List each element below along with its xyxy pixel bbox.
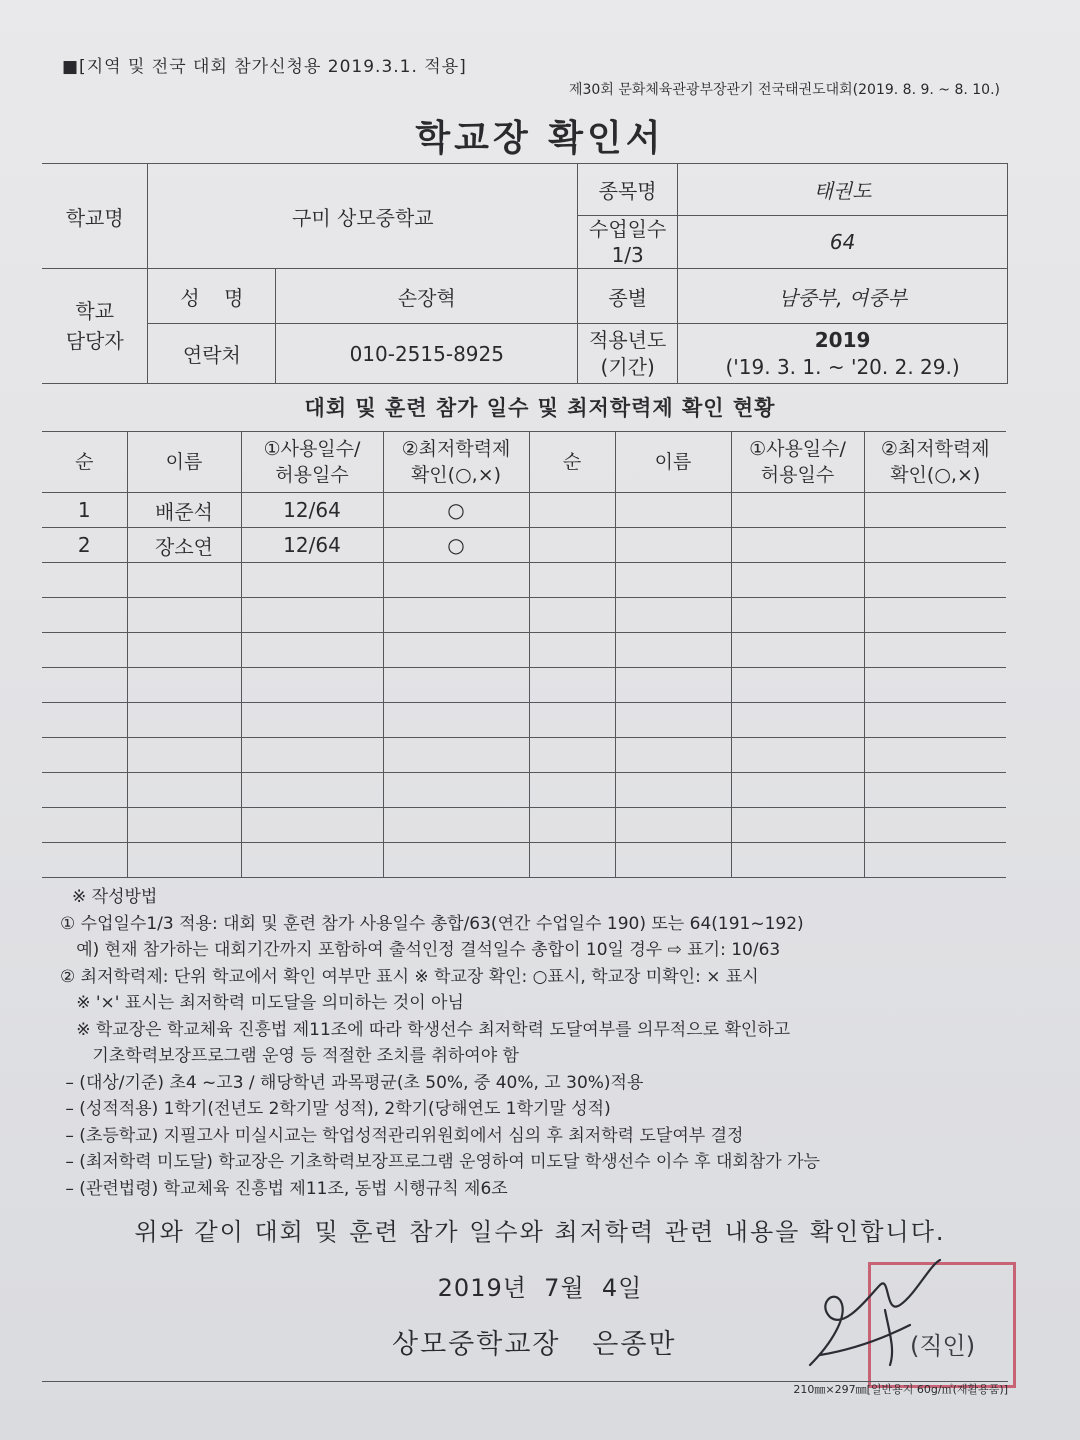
note-line: – (성적적용) 1학기(전년도 2학기말 성적), 2학기(당해연도 1학기말 성적) [60,1099,611,1119]
note-line: – (초등학교) 지필고사 미실시교는 학업성적관리위원회에서 심의 후 최저학력 도달여부 결정 [60,1125,744,1146]
header-days-line2: 허용일수 [760,464,835,486]
empty-cell [42,843,127,878]
manager-name-value: 손장혁 [276,269,578,324]
empty-cell [383,808,529,843]
empty-cell [241,808,383,843]
empty-cell [241,598,383,633]
empty-cell [127,843,241,878]
empty-cell [731,703,864,738]
empty-cell [241,773,383,808]
empty-cell [731,773,864,808]
header-name-left: 이름 [127,432,241,493]
empty-cell [529,598,615,633]
school-name-value: 구미 상모중학교 [148,164,578,269]
empty-cell [383,703,529,738]
empty-cell [529,528,615,563]
empty-cell [864,598,1006,633]
year-value: 2019 [814,327,871,352]
empty-cell [529,633,615,668]
empty-cell [127,703,241,738]
empty-rows [42,563,1006,878]
header-days-line2: 허용일수 [275,464,349,486]
class-days-label-main: 수업일수 [589,217,667,241]
header-check-right [864,432,1006,493]
empty-cell [127,563,241,598]
empty-cell [615,633,731,668]
empty-cell [615,668,731,703]
table-row [42,493,1006,528]
notes-heading: ※ 작성방법 [72,887,158,907]
contact-label: 연락처 [148,324,276,384]
manager-label [42,269,148,384]
row-name: 장소연 [127,528,241,563]
empty-cell [383,843,529,878]
seal-label: (직인) [910,1332,976,1360]
empty-row [42,633,1006,668]
participation-table [42,431,1006,878]
empty-cell [864,843,1006,878]
empty-cell [864,738,1006,773]
empty-row [42,808,1006,843]
empty-cell [42,633,127,668]
note-line: ② 최저학력제: 단위 학교에서 확인 여부만 표시 ※ 학교장 확인: ○표시, 학교장 미확인: × 표시 [60,966,759,987]
header-check-left [383,432,529,493]
header-days-line1: ①사용일수/ [263,438,361,460]
empty-cell [731,563,864,598]
empty-row [42,773,1006,808]
empty-cell [615,843,731,878]
paper-spec: 210㎜×297㎜[일반용지 60g/㎡(재활용품)] [793,1383,1008,1396]
empty-cell [529,703,615,738]
header-check-line1: ②최저학력제 [880,438,990,460]
empty-row [42,598,1006,633]
manager-name-label: 성 명 [148,269,276,324]
note-line: ① 수업일수1/3 적용: 대회 및 훈련 참가 사용일수 총합/63(연간 수업일수 190) 또는 64(191~192) [60,913,804,934]
empty-cell [383,773,529,808]
empty-cell [731,493,864,528]
empty-cell [241,633,383,668]
empty-cell [864,633,1006,668]
table-row [42,528,1006,563]
header-name-right: 이름 [615,432,731,493]
empty-cell [42,668,127,703]
empty-cell [864,703,1006,738]
principal-signature [790,1255,950,1385]
note-line: – (관련법령) 학교체육 진흥법 제11조, 동법 시행규칙 제6조 [60,1178,508,1199]
empty-cell [615,808,731,843]
empty-cell [42,738,127,773]
empty-cell [864,493,1006,528]
empty-cell [383,563,529,598]
empty-row [42,563,1006,598]
row-check: ○ [383,493,529,528]
empty-cell [529,773,615,808]
year-label-line1: 적용년도 [589,327,667,352]
empty-cell [529,563,615,598]
form-usage-label: ■[지역 및 전국 대회 참가신청용 2019.3.1. 적용] [62,57,467,77]
empty-cell [127,668,241,703]
header-check-line1: ②최저학력제 [401,438,511,460]
note-line: ※ '×' 표시는 최저학력 미도달을 의미하는 것이 아님 [60,993,464,1013]
empty-cell [615,493,731,528]
contact-value: 010-2515-8925 [276,324,578,384]
empty-cell [529,668,615,703]
header-no-right: 순 [529,432,615,493]
empty-cell [615,563,731,598]
empty-cell [731,843,864,878]
document-title: 학교장 확인서 [415,118,665,159]
year-period: ('19. 3. 1. ~ '20. 2. 29.) [725,354,960,379]
empty-cell [615,773,731,808]
empty-cell [42,773,127,808]
class-days-label-sub: 1/3 [611,243,644,267]
empty-cell [731,633,864,668]
header-check-line2: 확인(○,×) [410,464,502,486]
empty-cell [127,773,241,808]
empty-cell [731,668,864,703]
header-check-line2: 확인(○,×) [890,464,981,486]
empty-row [42,843,1006,878]
empty-cell [731,598,864,633]
note-line: ※ 학교장은 학교체육 진흥법 제11조에 따라 학생선수 최저학력 도달여부를 의무적으로 확인하고 [60,1019,791,1040]
empty-cell [42,598,127,633]
school-info-table [42,163,1008,384]
empty-cell [529,843,615,878]
row-days: 12/64 [241,528,383,563]
row-name: 배준석 [127,493,241,528]
empty-cell [241,703,383,738]
empty-row [42,738,1006,773]
empty-cell [731,738,864,773]
empty-cell [241,668,383,703]
manager-label-line2: 담당자 [65,329,124,353]
empty-cell [127,738,241,773]
empty-cell [615,703,731,738]
empty-cell [615,598,731,633]
empty-cell [529,808,615,843]
header-no-left: 순 [42,432,127,493]
empty-cell [864,528,1006,563]
row-days: 12/64 [241,493,383,528]
school-name-label: 학교명 [42,164,148,269]
empty-cell [529,738,615,773]
empty-cell [864,563,1006,598]
event-name: 제30회 문화체육관광부장관기 전국태권도대회(2019. 8. 9. ~ 8. 10.) [569,82,1000,98]
row-no: 1 [42,493,127,528]
empty-cell [383,598,529,633]
sport-value: 태권도 [678,164,1008,216]
empty-cell [731,528,864,563]
empty-cell [383,668,529,703]
class-days-value: 64 [678,216,1008,269]
empty-cell [127,598,241,633]
empty-cell [42,563,127,598]
year-label [578,324,678,384]
empty-cell [864,808,1006,843]
note-line: – (최저학력 미도달) 학교장은 기초학력보장프로그램 운영하여 미도달 학생선수 이수 후 대회참가 가능 [60,1152,820,1172]
division-label: 종별 [578,269,678,324]
empty-cell [864,668,1006,703]
empty-cell [615,738,731,773]
empty-cell [383,738,529,773]
year-label-line2: (기간) [600,354,655,379]
empty-cell [241,738,383,773]
empty-cell [383,633,529,668]
manager-label-line1: 학교 [75,299,115,323]
note-line: 예) 현재 참가하는 대회기간까지 포함하여 출석인정 결석일수 총합이 10일 경우 ⇨ 표기: 10/63 [60,940,781,960]
empty-row [42,703,1006,738]
header-days-line1: ①사용일수/ [749,438,846,460]
writing-instructions [60,884,820,1202]
sport-label: 종목명 [578,164,678,216]
header-days-left [241,432,383,493]
division-value: 남중부, 여중부 [678,269,1008,324]
section-title: 대회 및 훈련 참가 일수 및 최저학력제 확인 현황 [304,396,776,420]
empty-cell [864,773,1006,808]
note-line: 기초학력보장프로그램 운영 등 적절한 조치를 취하여야 함 [60,1046,519,1066]
document-date: 2019년 7월 4일 [437,1274,643,1302]
year-value-cell [678,324,1008,384]
empty-cell [615,528,731,563]
empty-cell [241,563,383,598]
empty-cell [241,843,383,878]
header-days-right [731,432,864,493]
empty-cell [42,808,127,843]
table-header-row [42,432,1006,493]
empty-cell [731,808,864,843]
empty-cell [127,808,241,843]
class-days-label [578,216,678,269]
principal-name: 상모중학교장 은종만 [392,1329,677,1360]
row-no: 2 [42,528,127,563]
empty-row [42,668,1006,703]
empty-cell [127,633,241,668]
empty-cell [42,703,127,738]
confirmation-statement: 위와 같이 대회 및 훈련 참가 일수와 최저학력 관련 내용을 확인합니다. [134,1218,946,1246]
empty-cell [529,493,615,528]
row-check: ○ [383,528,529,563]
note-line: – (대상/기준) 초4 ~고3 / 해당학년 과목평균(초 50%, 중 40%, 고 30%)적용 [60,1072,644,1093]
